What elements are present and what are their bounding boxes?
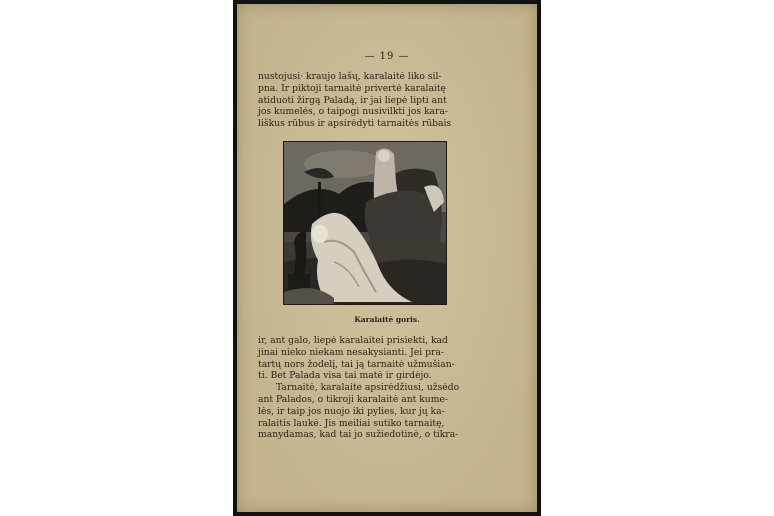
text-line: jos kumelės, o taipogi nusivilkti jos kara- — [258, 106, 448, 118]
text-line: lės, ir taip jos nuojo iki pylies, kur jų ka- — [258, 405, 445, 417]
text-line: atiduoti žirgą Paladą, ir jai liepė lipti ant — [258, 94, 447, 106]
bottom-text-block — [258, 335, 472, 441]
text-line: tartų nors žodelį, tai ją tarnaitė užmušian- — [258, 358, 455, 370]
text-line: ti. Bet Palada visa tai matė ir girdėjo. — [258, 370, 432, 382]
text-line: ant Palados, o tikroji karalaitė ant kume- — [258, 393, 448, 405]
text-line: pna. Ir piktoji tarnaitė privertė karalaitę — [258, 82, 446, 94]
book-page — [237, 4, 537, 512]
illustration-caption: Karalaitė goris. — [354, 315, 420, 324]
top-text-block — [258, 71, 472, 130]
text-line: Tarnaitė, karalaite apsirėdžiusi, užsėdo — [276, 382, 460, 394]
illustration — [283, 141, 447, 305]
text-line: nustojusi· kraujo lašų, karalaitė liko sil- — [258, 71, 442, 82]
text-line: manydamas, kad tai jo sužiedotinė, o tikra- — [258, 429, 459, 441]
text-line: ir, ant galo, liepė karalaitei prisiekti, kad — [258, 335, 448, 346]
page-number: — 19 — — [364, 51, 410, 62]
text-line: liškus rūbus ir apsirėdyti tarnaitės rūbais — [258, 118, 452, 130]
text-line: jinai nieko niekam nesakysianti. Jei pra- — [258, 346, 444, 358]
text-line: ralaitis laukė. Jis meiliai sutiko tarnaitę, — [258, 417, 445, 429]
